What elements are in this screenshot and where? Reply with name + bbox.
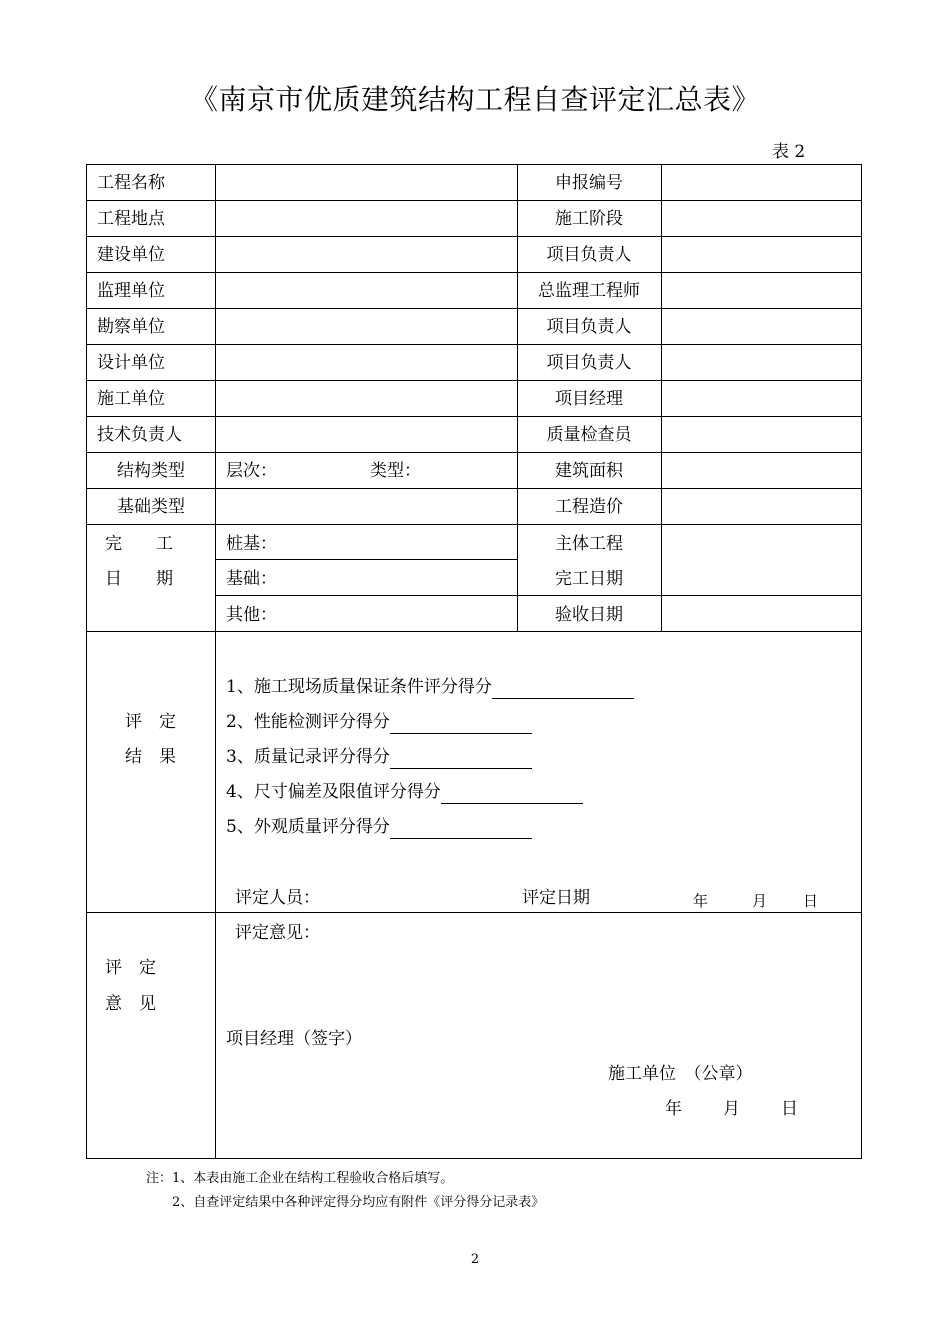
label-date: 日 期	[105, 569, 173, 589]
label-structure-type: 结构类型	[117, 461, 185, 481]
label-construction-unit: 施工单位	[97, 389, 165, 409]
score-item-4	[226, 780, 583, 804]
label-completion: 完 工	[105, 534, 173, 554]
label-other: 其他：	[226, 605, 277, 625]
form-title: 《南京市优质建筑结构工程自查评定汇总表》	[189, 83, 760, 116]
label-type: 类型：	[370, 461, 421, 481]
score-item-3-label: 3、质量记录评分得分	[226, 747, 390, 767]
label-design-unit: 设计单位	[97, 353, 165, 373]
label-technical-lead: 技术负责人	[97, 425, 182, 445]
label-pile: 桩基：	[226, 534, 277, 554]
score-item-3	[226, 745, 532, 769]
label-level: 层次：	[226, 461, 277, 481]
score-item-5-label: 5、外观质量评分得分	[226, 817, 390, 837]
label-floor-area: 建筑面积	[555, 461, 623, 481]
score-item-2-blank[interactable]	[390, 713, 532, 734]
label-opinion: 意 见	[105, 994, 156, 1014]
note-1: 注：1、本表由施工企业在结构工程验收合格后填写。	[146, 1171, 454, 1186]
label-evaluation: 评 定	[125, 712, 176, 732]
label-supervisor: 监理单位	[97, 281, 165, 301]
label-base: 基础：	[226, 569, 277, 589]
label-main-structure: 主体工程	[555, 534, 623, 554]
page-number: 2	[470, 1252, 480, 1267]
score-item-1-blank[interactable]	[492, 678, 634, 699]
label-survey-unit: 勘察单位	[97, 317, 165, 337]
label-month: 月	[752, 892, 768, 910]
label-day-2: 日	[781, 1099, 798, 1119]
label-quality-inspector: 质量检查员	[546, 425, 632, 445]
score-item-3-blank[interactable]	[390, 748, 532, 769]
score-item-4-label: 4、尺寸偏差及限值评分得分	[226, 782, 441, 802]
label-builder: 建设单位	[97, 245, 165, 265]
label-project-location: 工程地点	[97, 209, 165, 229]
label-acceptance-date: 验收日期	[555, 605, 623, 625]
score-item-2-label: 2、性能检测评分得分	[226, 712, 390, 732]
label-builder-lead: 项目负责人	[546, 245, 632, 265]
label-evaluation-2: 评 定	[105, 958, 156, 978]
label-project-name: 工程名称	[97, 173, 165, 193]
label-day: 日	[803, 892, 819, 910]
label-opinion-heading: 评定意见：	[235, 923, 320, 943]
label-rating-date: 评定日期	[522, 888, 590, 908]
table-number: 表 2	[772, 142, 806, 162]
score-item-1	[226, 675, 634, 699]
label-year-2: 年	[665, 1099, 682, 1119]
label-rater: 评定人员：	[235, 888, 320, 908]
label-finish-date: 完工日期	[555, 569, 623, 589]
label-project-manager: 项目经理	[555, 389, 623, 409]
label-survey-lead: 项目负责人	[546, 317, 632, 337]
score-item-2	[226, 710, 532, 734]
label-pm-signature: 项目经理（签字）	[226, 1029, 362, 1049]
label-design-lead: 项目负责人	[546, 353, 632, 373]
label-year: 年	[693, 892, 709, 910]
note-2: 2、自查评定结果中各种评定得分均应有附件《评分得分记录表》	[172, 1195, 545, 1210]
score-item-5-blank[interactable]	[390, 818, 532, 839]
form-table	[86, 164, 862, 1159]
score-item-1-label: 1、施工现场质量保证条件评分得分	[226, 677, 492, 697]
label-chief-supervisor: 总监理工程师	[538, 281, 640, 301]
score-item-5	[226, 815, 532, 839]
label-foundation-type: 基础类型	[117, 497, 185, 517]
label-month-2: 月	[723, 1099, 740, 1119]
label-unit-seal: 施工单位 （公章）	[608, 1064, 753, 1084]
label-construction-stage: 施工阶段	[555, 209, 623, 229]
label-result: 结 果	[125, 747, 176, 767]
label-project-cost: 工程造价	[555, 497, 623, 517]
label-application-no: 申报编号	[555, 173, 623, 193]
score-item-4-blank[interactable]	[441, 783, 583, 804]
